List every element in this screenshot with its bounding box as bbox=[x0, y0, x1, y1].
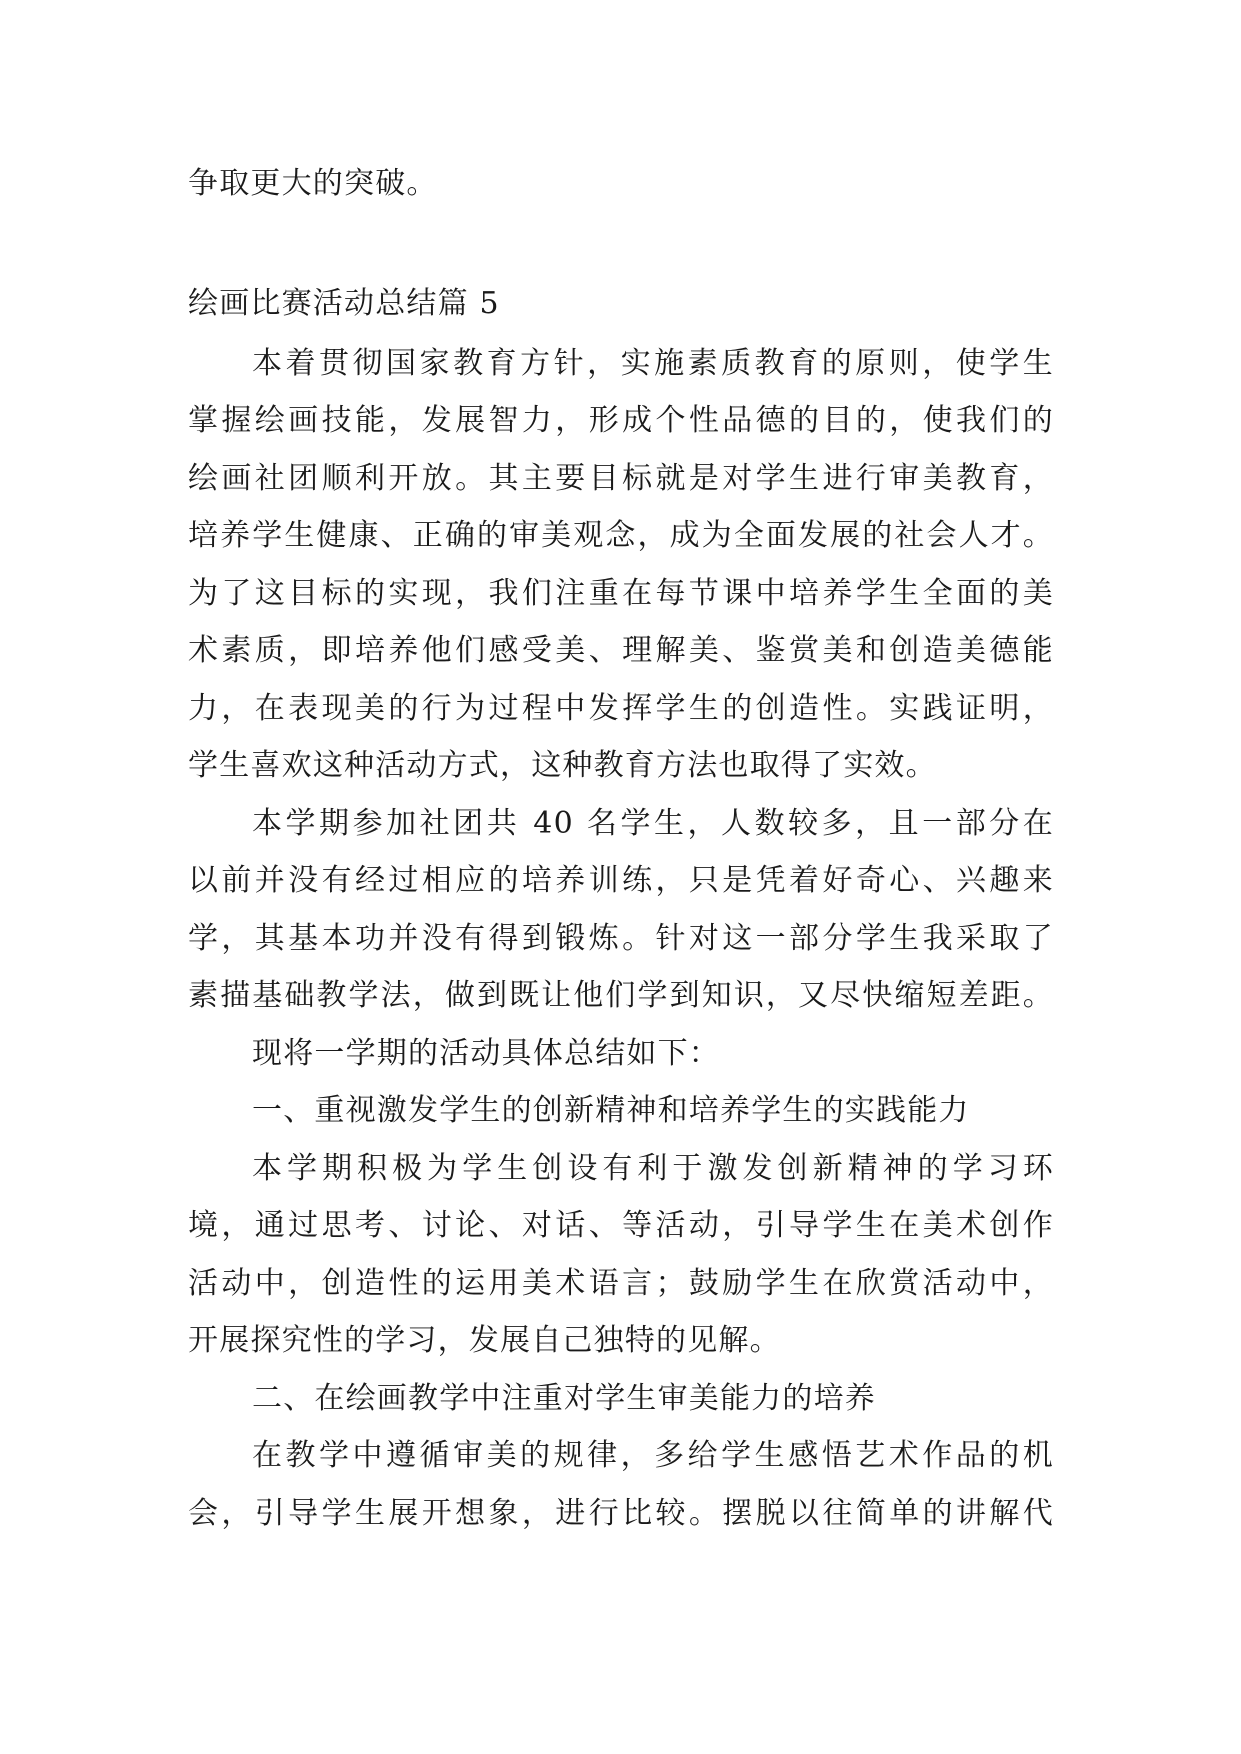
paragraph-line: 开展探究性的学习，发展自己独特的见解。 bbox=[188, 1323, 781, 1358]
paragraph-line: 现将一学期的活动具体总结如下： bbox=[252, 1036, 720, 1071]
paragraph-line: 学，其基本功并没有得到锻炼。针对这一部分学生我采取了 bbox=[188, 921, 1054, 956]
paragraph-line: 学生喜欢这种活动方式，这种教育方法也取得了实效。 bbox=[188, 748, 937, 783]
paragraph-line: 境，通过思考、讨论、对话、等活动，引导学生在美术创作 bbox=[188, 1208, 1054, 1243]
paragraph-line: 本着贯彻国家教育方针，实施素质教育的原则，使学生 bbox=[252, 346, 1054, 381]
paragraph-line: 活动中，创造性的运用美术语言；鼓励学生在欣赏活动中， bbox=[188, 1266, 1054, 1301]
paragraph-line: 会，引导学生展开想象，进行比较。摆脱以往简单的讲解代 bbox=[188, 1496, 1054, 1531]
subheading-line: 二、在绘画教学中注重对学生审美能力的培养 bbox=[252, 1381, 876, 1416]
paragraph-line: 本学期积极为学生创设有利于激发创新精神的学习环 bbox=[252, 1151, 1054, 1186]
paragraph-line: 以前并没有经过相应的培养训练，只是凭着好奇心、兴趣来 bbox=[188, 863, 1054, 898]
paragraph-line: 掌握绘画技能，发展智力，形成个性品德的目的，使我们的 bbox=[188, 403, 1054, 438]
paragraph-line: 素描基础教学法，做到既让他们学到知识，又尽快缩短差距。 bbox=[188, 978, 1054, 1013]
paragraph-line: 为了这目标的实现，我们注重在每节课中培养学生全面的美 bbox=[188, 576, 1054, 611]
paragraph-line: 力，在表现美的行为过程中发挥学生的创造性。实践证明， bbox=[188, 691, 1054, 726]
paragraph-line: 绘画社团顺利开放。其主要目标就是对学生进行审美教育， bbox=[188, 461, 1054, 496]
paragraph-line: 争取更大的突破。 bbox=[188, 166, 438, 201]
paragraph-line: 在教学中遵循审美的规律，多给学生感悟艺术作品的机 bbox=[252, 1438, 1054, 1473]
paragraph-line: 培养学生健康、正确的审美观念，成为全面发展的社会人才。 bbox=[188, 518, 1054, 553]
section-heading: 绘画比赛活动总结篇 5 bbox=[188, 286, 500, 321]
paragraph-line: 术素质，即培养他们感受美、理解美、鉴赏美和创造美德能 bbox=[188, 633, 1054, 668]
paragraph-line: 本学期参加社团共 40 名学生，人数较多，且一部分在 bbox=[252, 806, 1054, 841]
subheading-line: 一、重视激发学生的创新精神和培养学生的实践能力 bbox=[252, 1093, 970, 1128]
